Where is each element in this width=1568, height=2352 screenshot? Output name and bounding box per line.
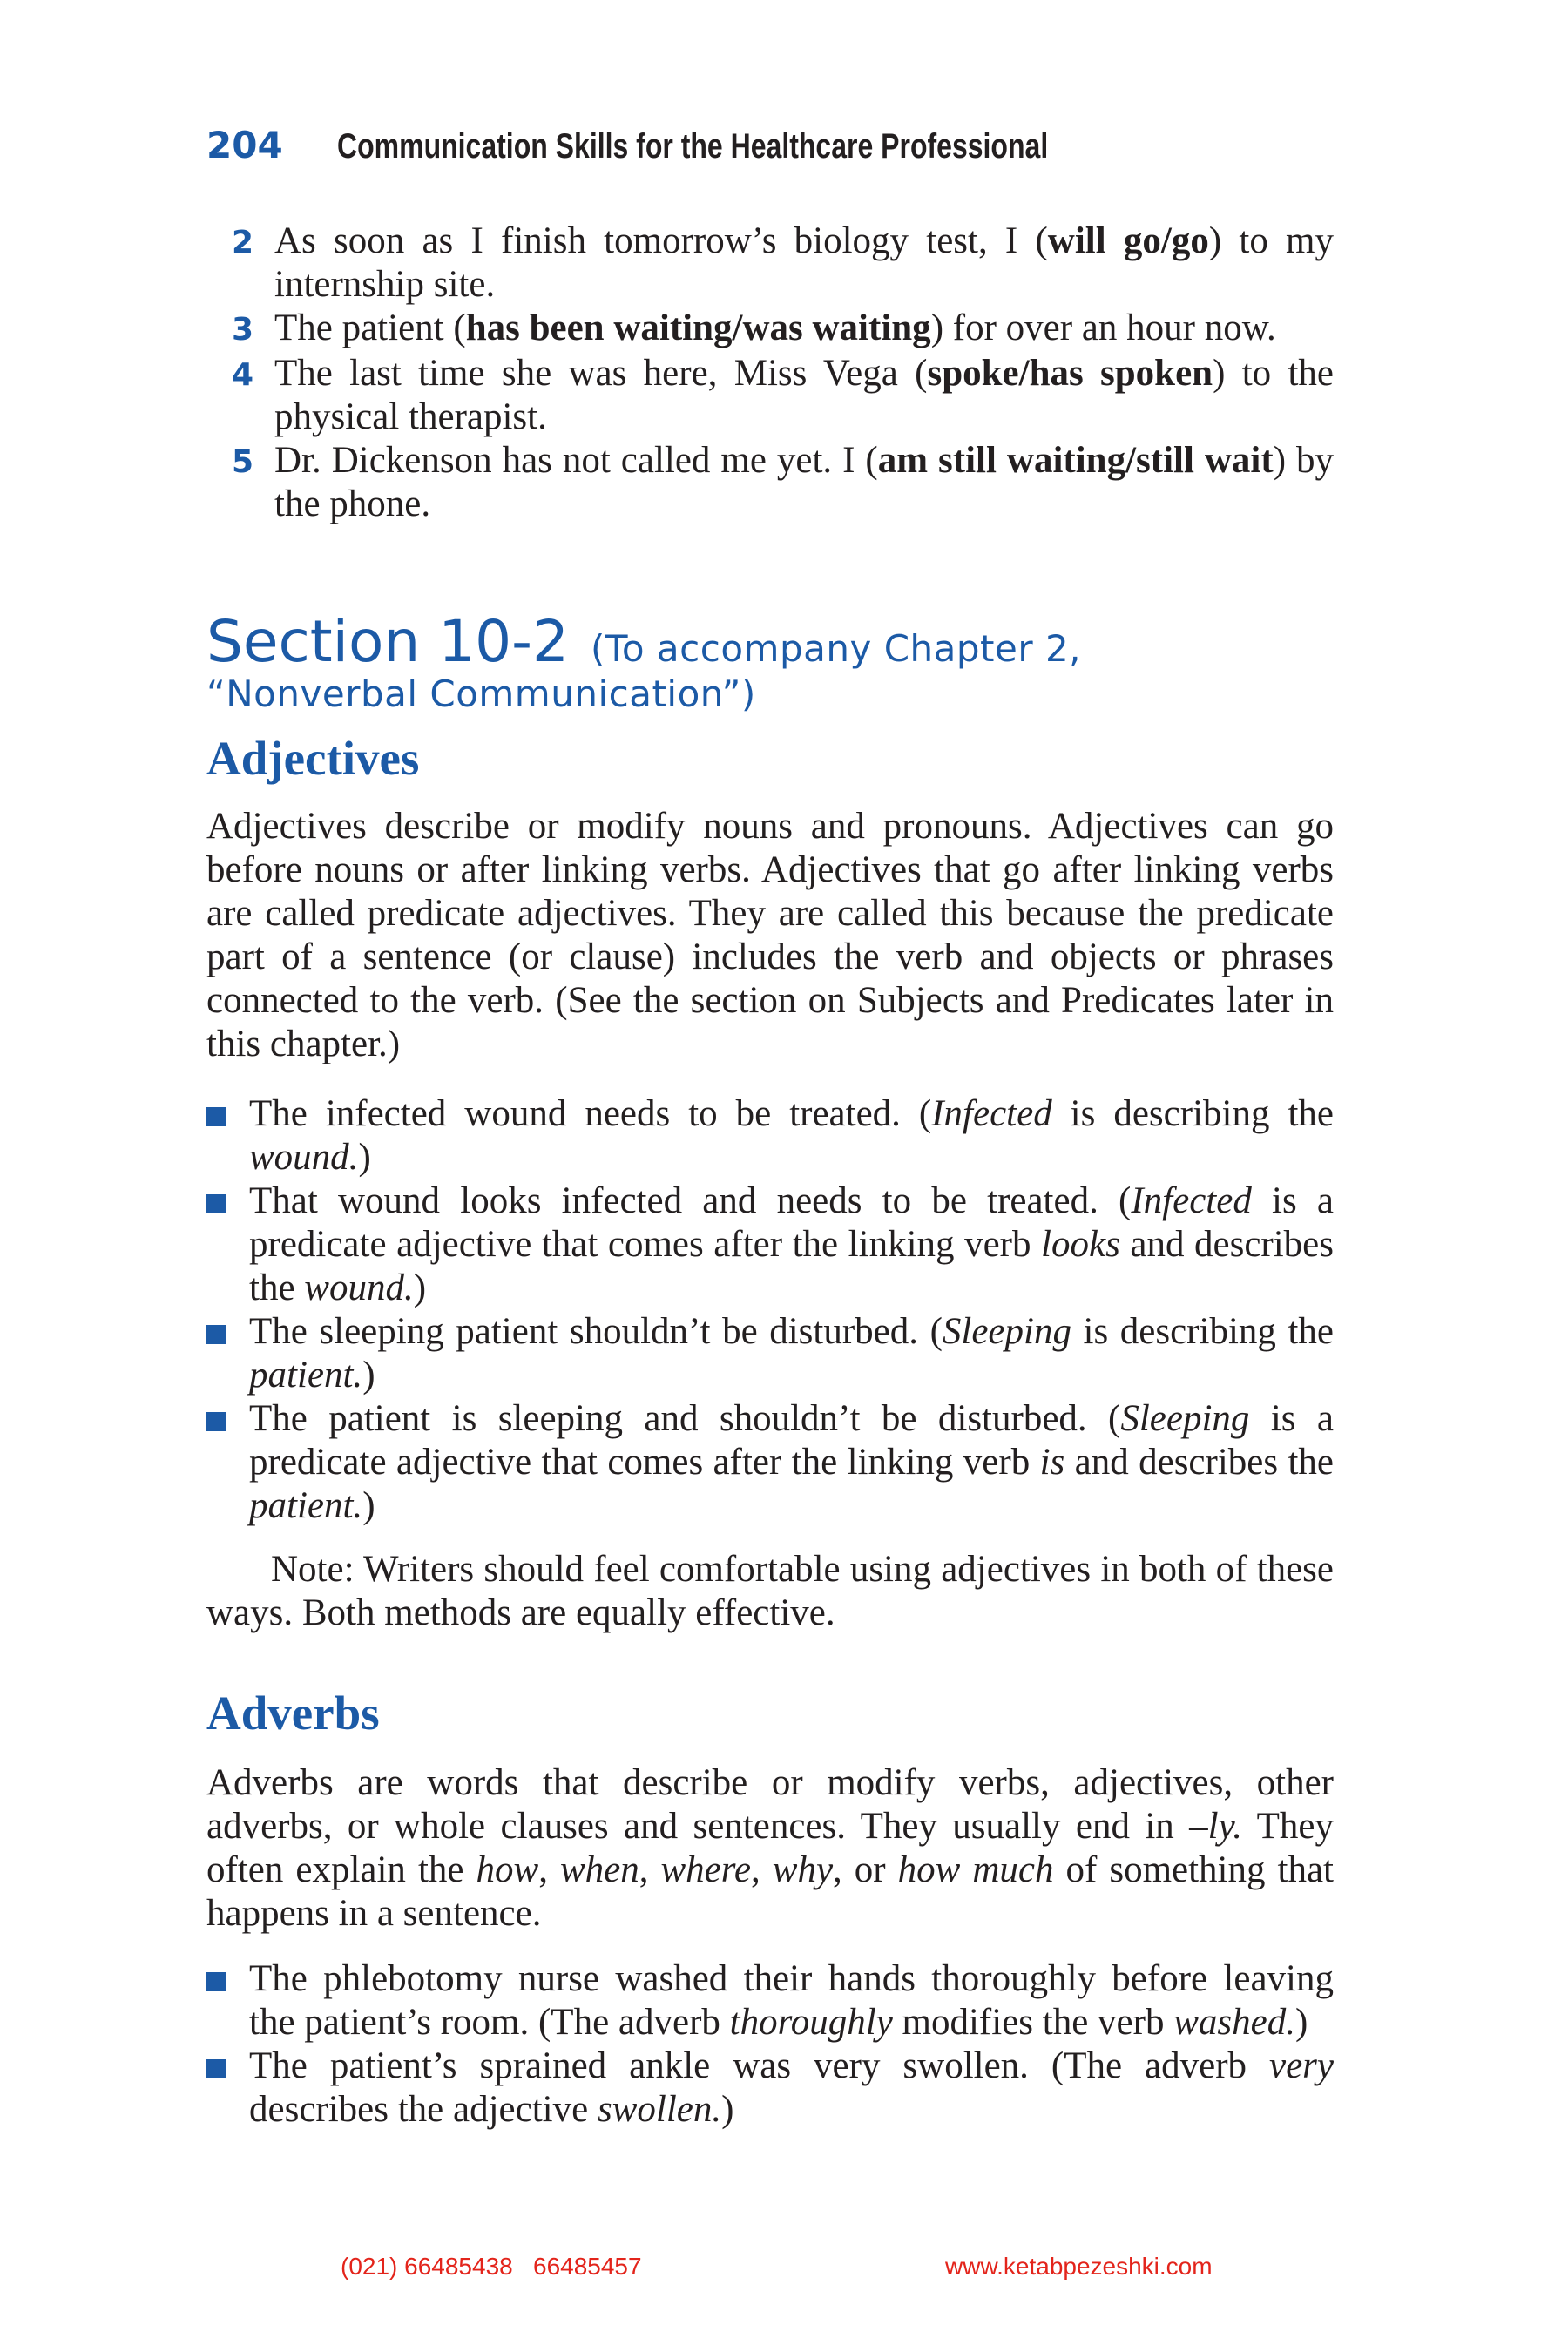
italic-term: swollen. [597,2089,722,2130]
text-run: The sleeping patient shouldn’t be disturbed. ( [249,1311,943,1352]
bold-text: am still waiting/still wait [877,440,1274,481]
list-item [206,1179,1334,1310]
italic-term: where [660,1849,751,1890]
italic-term: why [772,1849,834,1890]
text-run: As soon as I finish tomorrow’s biology test, I ( [274,220,1048,261]
text-run: Adverbs are words that describe or modify verbs, adjectives, other adverbs, or whole clauses and sentences. They usually end in [206,1762,1334,1847]
text-run: is describing the [1051,1093,1334,1134]
footer-phone-number-alt: 66485457 [533,2253,642,2280]
list-item [206,1397,1334,1528]
exercise-list [206,220,1334,526]
italic-term: wound. [249,1137,359,1178]
list-item [206,1310,1334,1397]
text-run: , [538,1849,560,1890]
italic-term: when [559,1849,639,1890]
text-run: is a predicate adjective that comes after the linking verb [249,1398,1334,1483]
text-run: ) for over an hour now. [930,308,1276,348]
exercise-number: 3 [232,312,254,348]
text-run: ) [362,1355,375,1396]
italic-term: Sleeping [942,1311,1071,1352]
text-run: The patient is sleeping and shouldn’t be disturbed. ( [249,1398,1121,1439]
exercise-text [274,307,1334,350]
italic-term: wound. [304,1267,414,1308]
text-run: describes the adjective [249,2089,598,2130]
italic-term: is [1039,1442,1065,1483]
italic-term: Sleeping [1120,1398,1250,1439]
example-text [249,1957,1334,2044]
text-run: The patient ( [274,308,466,348]
text-run: Dr. Dickenson has not called me yet. I ( [274,440,878,481]
adjectives-example-list [206,1092,1334,1528]
running-title: Communication Skills for the Healthcare Professional [336,127,1048,166]
text-run: The patient’s sprained ankle was very swollen. (The adverb [249,2045,1269,2086]
text-run: That wound looks infected and needs to be treated. ( [249,1180,1132,1221]
example-text [249,2044,1334,2132]
list-item [206,1957,1334,2044]
section-subtitle: (To accompany Chapter 2, [590,627,1082,670]
text-run: modifies the verb [892,2002,1174,2043]
text-run: They often explain the [206,1806,1335,1890]
text-run: is a predicate adjective that comes after the linking verb [249,1180,1334,1265]
exercise-number: 4 [232,357,254,393]
adjectives-heading: Adjectives [206,732,420,785]
example-text [249,1092,1334,1179]
running-header [206,124,1226,167]
exercise-number: 5 [232,444,254,480]
exercise-text [274,220,1334,307]
exercise-item [206,220,1334,307]
footer-website: www.ketabpezeshki.com [945,2253,1213,2280]
text-run: ) by the phone. [274,440,1334,524]
page-number: 204 [206,124,283,166]
section-heading [206,608,1334,717]
italic-term: washed. [1173,2002,1295,2043]
adjectives-note: Note: Writers should feel comfortable using adjectives in both of these ways. Both methods are equally effective. [206,1549,1334,1633]
text-run: ) [1294,2002,1308,2043]
list-item [206,1092,1334,1179]
exercise-item [206,439,1334,526]
exercise-text [274,439,1334,526]
section-heading-line [206,608,1334,675]
text-run: The infected wound needs to be treated. ( [249,1093,932,1134]
exercise-item [206,352,1334,439]
italic-term: Infected [931,1093,1052,1134]
italic-term: –ly. [1189,1806,1243,1847]
adverbs-intro-paragraph [206,1761,1334,1936]
text-run: ) [721,2089,734,2130]
section-title: Section 10-2 [206,608,569,675]
italic-term: patient. [249,1485,363,1526]
adjectives-intro-paragraph: Adjectives describe or modify nouns and pronouns. Adjectives can go before nouns or after linking verbs. Adjectives that go after linking verbs are called predicate adjectives. They are called this because the predicate part of a sentence (or clause) includes the verb and objects or phrases connected to the verb. (See the section on Subjects and Predicates later in this chapter.) [206,806,1334,1064]
text-run: and describes the [1064,1442,1335,1483]
section-subtitle-continued: “Nonverbal Communication”) [206,672,756,715]
text-run: The phlebotomy nurse washed their hands thoroughly before leaving the patient’s room. (The adverb [249,1958,1334,2043]
example-text [249,1179,1334,1310]
text-run: ) [358,1137,371,1178]
square-bullet-icon [206,1194,226,1213]
text-run: is describing the [1071,1311,1334,1352]
square-bullet-icon [206,1325,226,1344]
exercise-number: 2 [232,225,254,260]
italic-term: Infected [1131,1180,1252,1221]
italic-term: how much [897,1849,1054,1890]
square-bullet-icon [206,2059,226,2078]
text-run: , [751,1849,773,1890]
italic-term: patient. [249,1355,363,1396]
italic-term: looks [1041,1224,1120,1265]
page-footer [0,2252,1568,2281]
content-column [206,220,1334,2132]
square-bullet-icon [206,1972,226,1991]
text-run: ) to the physical therapist. [274,353,1334,437]
adverbs-heading: Adverbs [206,1686,380,1740]
exercise-text [274,352,1334,439]
italic-term: thoroughly [729,2002,893,2043]
text-run: ) [413,1267,427,1308]
exercise-item [206,307,1334,352]
bold-text: will go/go [1047,220,1209,261]
square-bullet-icon [206,1107,226,1126]
text-run: , or [833,1849,898,1890]
footer-phone-number: (021) 66485438 [341,2253,513,2280]
italic-term: very [1269,2045,1334,2086]
bold-text: spoke/has spoken [927,353,1213,394]
list-item [206,2044,1334,2132]
example-text [249,1397,1334,1528]
text-run: ) [362,1485,375,1526]
text-run: and describes the [249,1224,1334,1308]
example-text [249,1310,1334,1397]
adverbs-example-list [206,1957,1334,2132]
text-run: of something that happens in a sentence. [206,1849,1335,1934]
text-run: The last time she was here, Miss Vega ( [274,353,928,394]
text-run: , [639,1849,661,1890]
italic-term: how [476,1849,539,1890]
text-run: ) to my internship site. [274,220,1334,305]
square-bullet-icon [206,1412,226,1431]
bold-text: has been waiting/was waiting [465,308,931,348]
